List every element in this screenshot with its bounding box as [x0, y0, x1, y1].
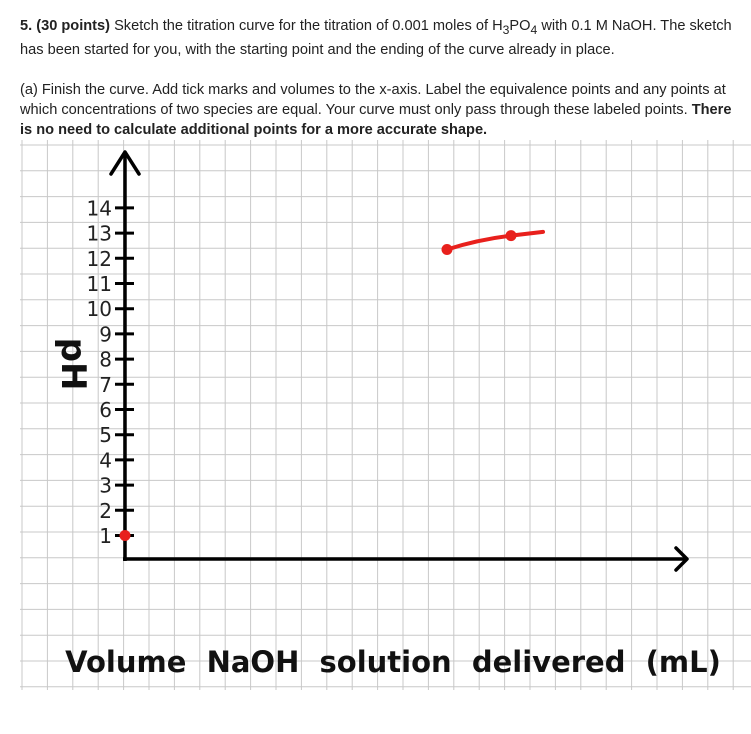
y-tick-label: 9 — [99, 322, 112, 347]
grid — [20, 140, 751, 690]
y-tick-label: 5 — [99, 423, 112, 448]
question-points: (30 points) — [36, 18, 111, 34]
part-a-bold: There is no need to calculate additional points for a more accurate shape. — [20, 101, 732, 138]
y-tick-label: 4 — [99, 448, 112, 473]
y-tick-label: 11 — [86, 272, 112, 296]
ending-curve-middle — [506, 230, 517, 241]
y-tick-label: 3 — [99, 473, 112, 498]
part-a-text: (a) Finish the curve. Add tick marks and volumes to the x-axis. Label the equivalence points and any points at which concentrations of two species are equal. Your curve must only pass through these labeled points. — [20, 81, 726, 118]
y-tick-label: 8 — [99, 347, 112, 372]
ending-curve-start — [442, 244, 453, 255]
intro-before-formula: Sketch the titration curve for the titration of 0.001 moles of — [114, 18, 489, 34]
y-tick-label: 12 — [86, 246, 112, 271]
curve-end-segment — [447, 232, 543, 250]
y-tick-label: 14 — [86, 196, 112, 221]
starting-point — [120, 530, 131, 541]
y-tick-label: 6 — [99, 398, 112, 422]
formula: $H_3PO_4$ — [492, 18, 538, 37]
x-axis-label: Volume NaOH solution delivered (mL) — [65, 645, 721, 679]
question-text — [20, 16, 732, 140]
y-tick-label: 1 — [99, 524, 112, 548]
titration-plot — [0, 140, 751, 690]
question-intro — [20, 16, 732, 60]
y-tick-label: 13 — [86, 221, 112, 246]
intro-after-formula: with 0.1 M NaOH. The sketch has been started for you, with the starting point and the ending of the curve already in place. — [20, 18, 732, 58]
part-a — [20, 80, 732, 140]
y-tick-label: 7 — [99, 372, 112, 397]
question-number: 5. — [20, 18, 33, 34]
y-tick-label: 10 — [86, 297, 112, 322]
y-tick-label: 2 — [99, 498, 112, 523]
axes — [111, 152, 687, 570]
y-axis-label: pH — [53, 337, 93, 391]
